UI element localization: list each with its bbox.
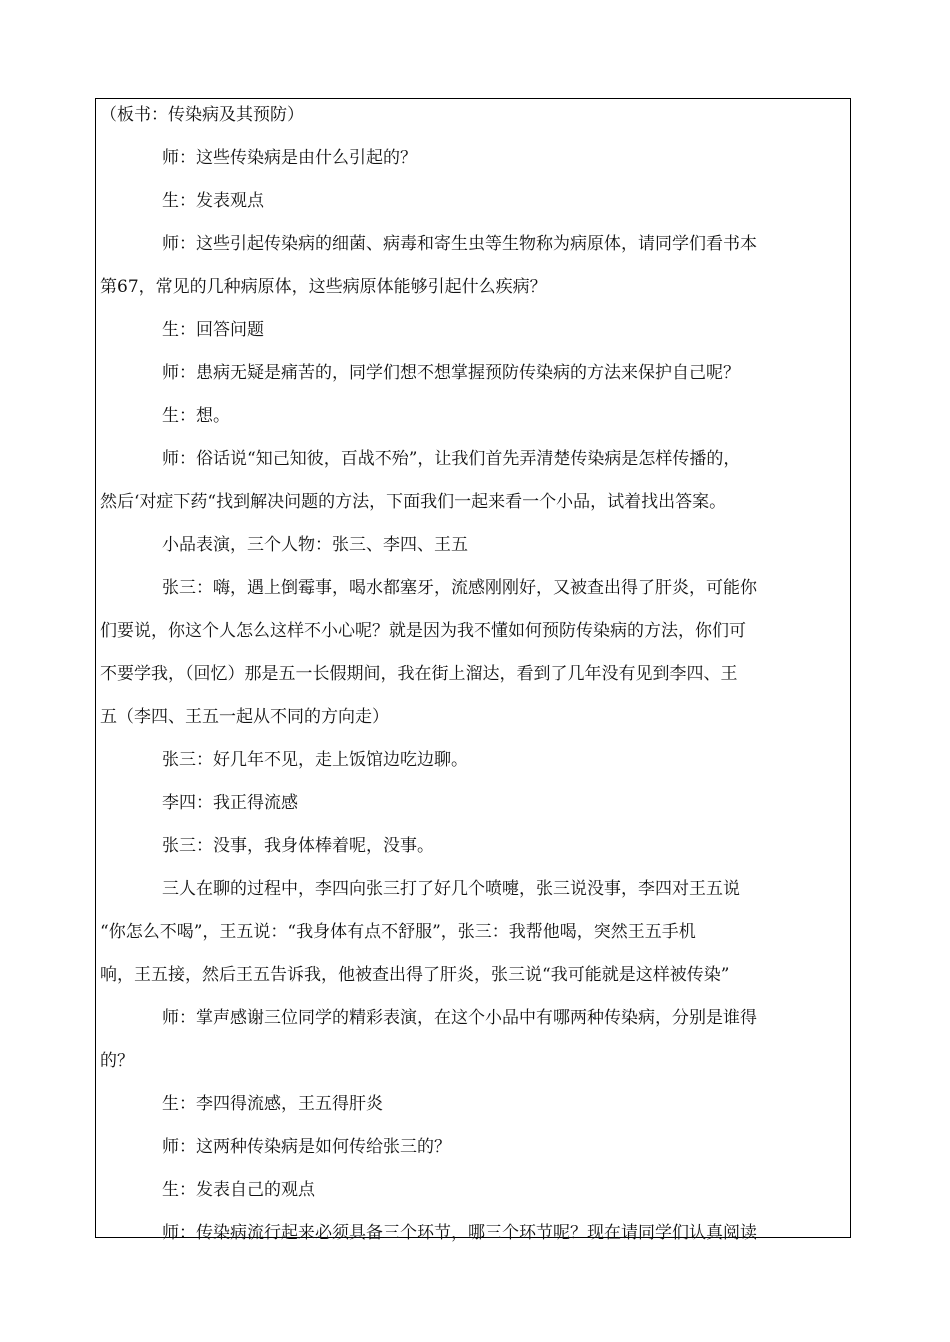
line-1: （板书：传染病及其预防） [100, 105, 304, 125]
line-23: 的？ [100, 1051, 134, 1071]
line-24: 生：李四得流感，王五得肝炎 [162, 1094, 383, 1114]
line-14: 不要学我，（回忆）那是五一长假期间，我在街上溜达，看到了几年没有见到李四、王 [100, 664, 738, 684]
line-11: 小品表演，三个人物：张三、李四、王五 [162, 535, 468, 555]
line-19: 三人在聊的过程中，李四向张三打了好几个喷嚏，张三说没事，李四对王五说 [162, 879, 740, 899]
line-7: 师：患病无疑是痛苦的，同学们想不想掌握预防传染病的方法来保护自己呢？ [162, 363, 740, 383]
line-20: “你怎么不喝”，王五说：“我身体有点不舒服”，张三：我帮他喝，突然王五手机 [100, 922, 696, 942]
line-21: 响，王五接，然后王五告诉我，他被查出得了肝炎，张三说“我可能就是这样被传染” [100, 965, 730, 985]
line-2: 师：这些传染病是由什么引起的？ [162, 148, 417, 168]
line-18: 张三：没事，我身体棒着呢，没事。 [162, 836, 434, 856]
line-6: 生：回答问题 [162, 320, 264, 340]
line-15: 五（李四、王五一起从不同的方向走） [100, 707, 389, 727]
line-13: 们要说，你这个人怎么这样不小心呢？就是因为我不懂如何预防传染病的方法，你们可 [100, 621, 746, 641]
line-10: 然后‘对症下药“找到解决问题的方法，下面我们一起来看一个小品，试着找出答案。 [100, 492, 727, 512]
line-12: 张三：嗨，遇上倒霉事，喝水都塞牙，流感刚刚好，又被查出得了肝炎，可能你 [162, 578, 757, 598]
line-25: 师：这两种传染病是如何传给张三的？ [162, 1137, 451, 1157]
line-26: 生：发表自己的观点 [162, 1180, 315, 1200]
line-22: 师：掌声感谢三位同学的精彩表演，在这个小品中有哪两种传染病，分别是谁得 [162, 1008, 757, 1028]
line-4: 师：这些引起传染病的细菌、病毒和寄生虫等生物称为病原体，请同学们看书本 [162, 234, 757, 254]
line-5: 第67，常见的几种病原体，这些病原体能够引起什么疾病？ [100, 277, 547, 297]
line-17: 李四：我正得流感 [162, 793, 298, 813]
line-27: 师：传染病流行起来必须具备三个环节，哪三个环节呢？现在请同学们认真阅读 [162, 1223, 757, 1243]
line-3: 生：发表观点 [162, 191, 264, 211]
line-16: 张三：好几年不见，走上饭馆边吃边聊。 [162, 750, 468, 770]
line-9: 师：俗话说“知己知彼，百战不殆”，让我们首先弄清楚传染病是怎样传播的， [162, 449, 741, 469]
line-8: 生：想。 [162, 406, 230, 426]
